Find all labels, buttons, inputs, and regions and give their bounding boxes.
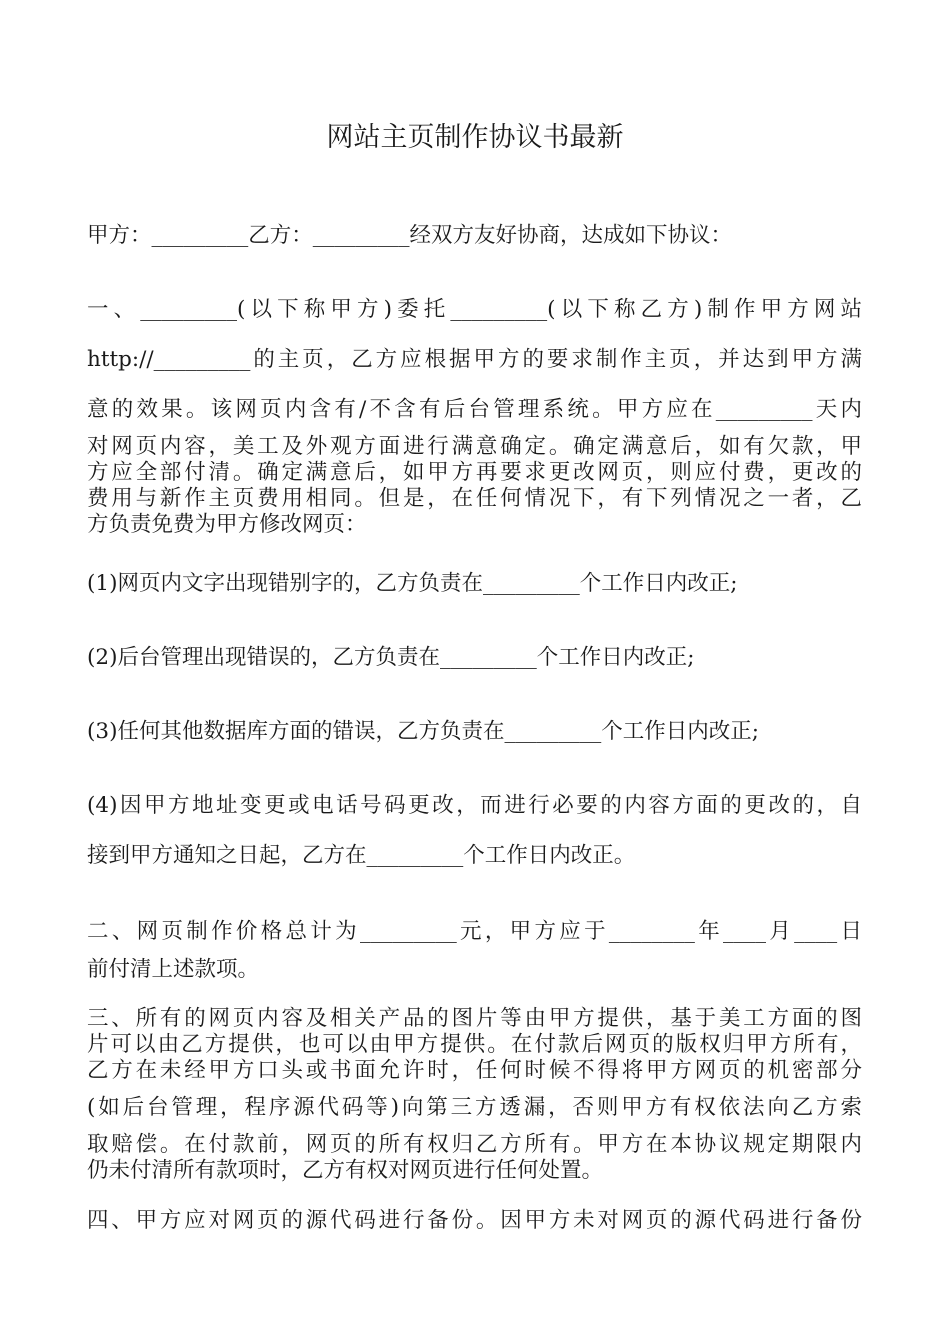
paragraph-line: (如后台管理，程序源代码等)向第三方透漏，否则甲方有权依法向乙方索: [87, 1095, 862, 1120]
paragraph-line: 四、甲方应对网页的源代码进行备份。因甲方未对网页的源代码进行备份: [87, 1208, 862, 1233]
list-item: (4)因甲方地址变更或电话号码更改，而进行必要的内容方面的更改的，自: [87, 793, 862, 818]
paragraph-line: 三、所有的网页内容及相关产品的图片等由甲方提供，基于美工方面的图: [87, 1006, 862, 1031]
paragraph-line: 乙方在未经甲方口头或书面允许时，任何时候不得将甲方网页的机密部分: [87, 1058, 862, 1083]
paragraph-line: 二、网页制作价格总计为_________元，甲方应于________年____月____日: [87, 919, 862, 944]
paragraph-line: 片可以由乙方提供，也可以由甲方提供。在付款后网页的版权归甲方所有，: [87, 1032, 862, 1057]
paragraph-line: http://_________的主页，乙方应根据甲方的要求制作主页，并达到甲方满: [87, 347, 862, 372]
paragraph-line: 方负责免费为甲方修改网页：: [87, 512, 367, 537]
paragraph-line: 费用与新作主页费用相同。但是，在任何情况下，有下列情况之一者，乙: [87, 486, 862, 511]
paragraph-line: 取赔偿。在付款前，网页的所有权归乙方所有。甲方在本协议规定期限内: [87, 1132, 862, 1157]
list-item: (3)任何其他数据库方面的错误，乙方负责在_________个工作日内改正;: [87, 719, 759, 744]
paragraph-line: 仍未付清所有款项时，乙方有权对网页进行任何处置。: [87, 1158, 604, 1183]
paragraph-line: 一、_________(以下称甲方)委托_________(以下称乙方)制作甲方网站: [87, 297, 862, 322]
list-item: (2)后台管理出现错误的，乙方负责在_________个工作日内改正;: [87, 645, 695, 670]
document-title: 网站主页制作协议书最新: [326, 122, 624, 153]
paragraph-line: 甲方：_________乙方：_________经双方友好协商，达成如下协议：: [87, 223, 733, 248]
list-item: 接到甲方通知之日起，乙方在_________个工作日内改正。: [87, 843, 636, 868]
paragraph-line: 意的效果。该网页内含有/不含有后台管理系统。甲方应在_________天内: [87, 397, 862, 422]
paragraph-line: 方应全部付清。确定满意后，如甲方再要求更改网页，则应付费，更改的: [87, 460, 862, 485]
paragraph-line: 前付清上述款项。: [87, 957, 260, 982]
paragraph-line: 对网页内容，美工及外观方面进行满意确定。确定满意后，如有欠款，甲: [87, 434, 862, 459]
list-item: (1)网页内文字出现错别字的，乙方负责在_________个工作日内改正;: [87, 571, 738, 596]
